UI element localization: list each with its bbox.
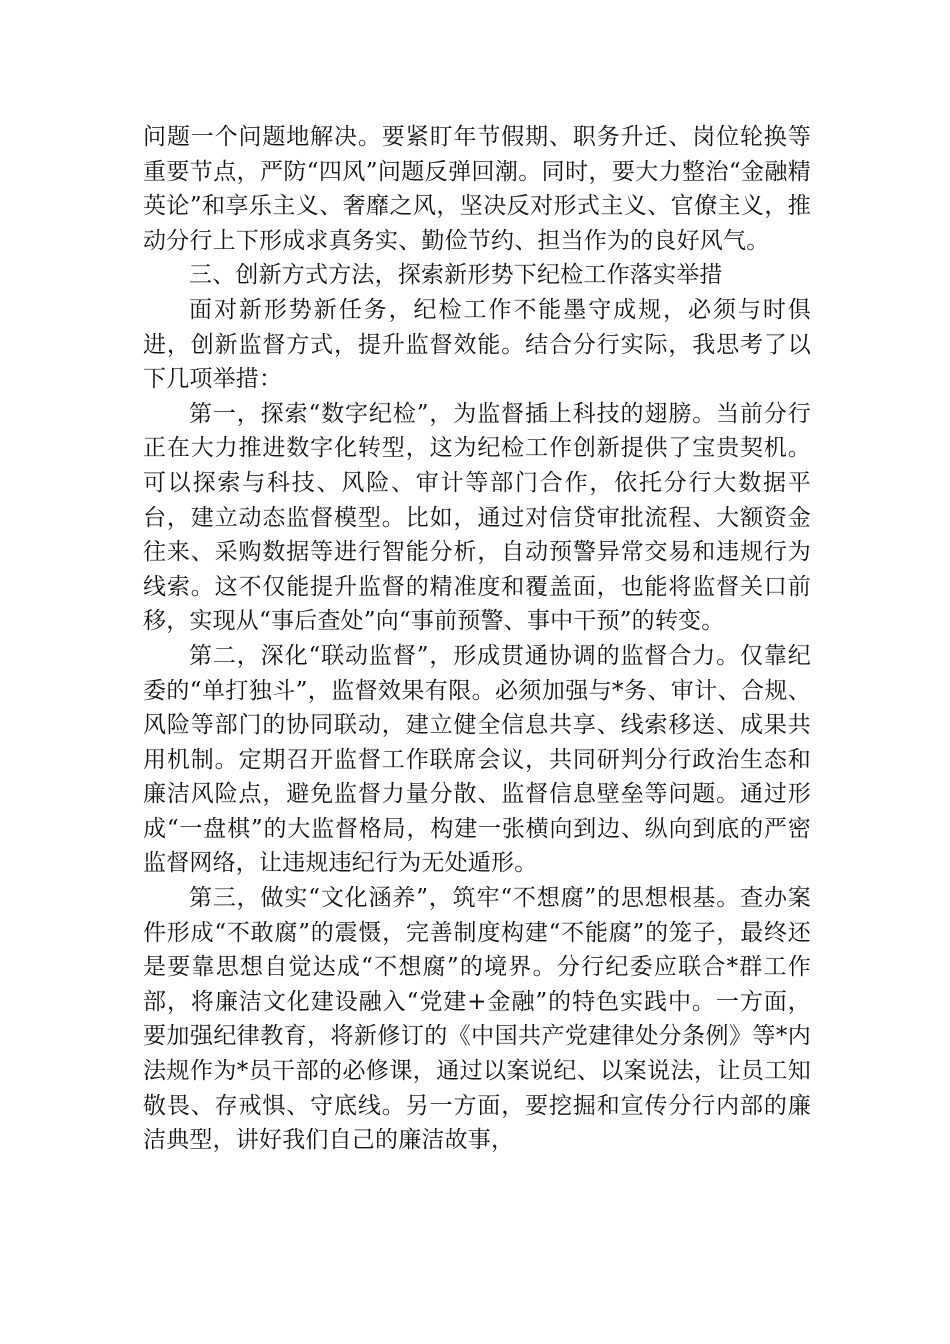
paragraph-intro: 面对新形势新任务，纪检工作不能墨守成规，必须与时俱进，创新监督方式，提升监督效能。结合分行实际，我思考了以下几项举措： (143, 296, 811, 393)
section-heading: 三、创新方式方法，探索新形势下纪检工作落实举措 (189, 262, 723, 289)
paragraph-continuation: 问题一个问题地解决。要紧盯年节假期、职务升迁、岗位轮换等重要节点，严防“四风”问题反弹回潮。同时，要大力整治“金融精英论”和享乐主义、奢靡之风，坚决反对形式主义、官僚主义，推动分行上下形成求真务实、勤俭节约、担当作为的良好风气。 (143, 124, 811, 254)
paragraph-first-measure: 第一，探索“数字纪检”，为监督插上科技的翅膀。当前分行正在大力推进数字化转型，这为纪检工作创新提供了宝贵契机。可以探索与科技、风险、审计等部门合作，依托分行大数据平台，建立动态监督模型。比如，通过对信贷审批流程、大额资金往来、采购数据等进行智能分析，自动预警异常交易和违规行为线索。这不仅能提升监督的精准度和覆盖面，也能将监督关口前移，实现从“事后查处”向“事前预警、事中干预”的转变。 (143, 400, 811, 635)
paragraph-third-measure: 第三，做实“文化涵养”，筑牢“不想腐”的思想根基。查办案件形成“不敢腐”的震慑，完善制度构建“不能腐”的笼子，最终还是要靠思想自觉达成“不想腐”的境界。分行纪委应联合*群工作部，将廉洁文化建设融入“党建+金融”的特色实践中。一方面，要加强纪律教育，将新修订的《中国共产党建律处分条例》等*内法规作为*员干部的必修课，通过以案说纪、以案说法，让员工知敬畏、存戒惧、守底线。另一方面，要挖掘和宣传分行内部的廉洁典型，讲好我们自己的廉洁故事， (143, 885, 811, 1154)
document-body (143, 120, 811, 1158)
paragraph-second-measure: 第二，深化“联动监督”，形成贯通协调的监督合力。仅靠纪委的“单打独斗”，监督效果有限。必须加强与*务、审计、合规、风险等部门的协同联动，建立健全信息共享、线索移送、成果共用机制。定期召开监督工作联席会议，共同研判分行政治生态和廉洁风险点，避免监督力量分散、监督信息壁垒等问题。通过形成“一盘棋”的大监督格局，构建一张横向到边、纵向到底的严密监督网络，让违规违纪行为无处遁形。 (143, 642, 811, 877)
